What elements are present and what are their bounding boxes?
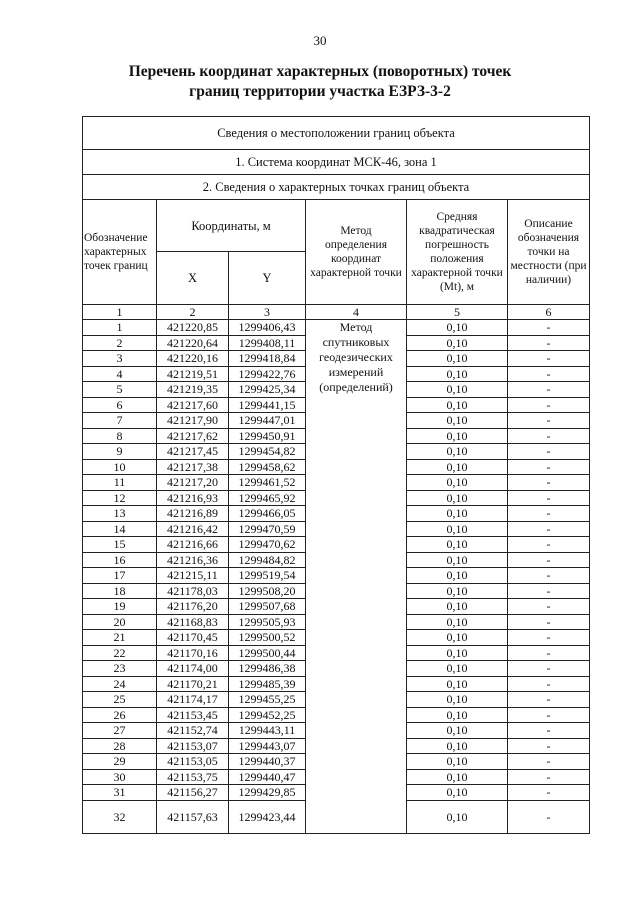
description-value: -: [508, 754, 590, 770]
description-value: -: [508, 351, 590, 367]
error-value: 0,10: [407, 552, 508, 568]
table-row: [83, 320, 590, 336]
coord-y: 1299519,54: [229, 568, 306, 584]
description-value: -: [508, 785, 590, 801]
coord-x: 421174,00: [157, 661, 229, 677]
description-value: -: [508, 738, 590, 754]
page-number: 30: [313, 33, 327, 48]
coord-x: 421178,03: [157, 583, 229, 599]
description-value: -: [508, 320, 590, 336]
header-method: Метод определения координат характерной точки: [306, 200, 407, 305]
point-number: 4: [83, 366, 157, 382]
point-number: 8: [83, 428, 157, 444]
coord-y: 1299452,25: [229, 707, 306, 723]
coordinates-table: [82, 116, 590, 834]
document-title: [0, 62, 640, 102]
coord-y: 1299425,34: [229, 382, 306, 398]
column-number: 3: [229, 305, 306, 320]
error-value: 0,10: [407, 738, 508, 754]
point-number: 15: [83, 537, 157, 553]
error-value: 0,10: [407, 335, 508, 351]
error-value: 0,10: [407, 459, 508, 475]
error-value: 0,10: [407, 676, 508, 692]
header-coordinates: Координаты, м: [157, 200, 306, 252]
coord-x: 421215,11: [157, 568, 229, 584]
error-value: 0,10: [407, 661, 508, 677]
coord-x: 421216,42: [157, 521, 229, 537]
coord-x: 421220,85: [157, 320, 229, 336]
coord-y: 1299408,11: [229, 335, 306, 351]
coord-y: 1299465,92: [229, 490, 306, 506]
description-value: -: [508, 366, 590, 382]
point-number: 19: [83, 599, 157, 615]
coord-x: 421170,45: [157, 630, 229, 646]
point-number: 7: [83, 413, 157, 429]
point-number: 11: [83, 475, 157, 491]
coord-x: 421216,89: [157, 506, 229, 522]
error-value: 0,10: [407, 475, 508, 491]
coord-x: 421216,93: [157, 490, 229, 506]
coord-x: 421219,35: [157, 382, 229, 398]
method-value: Метод спутниковых геодезических измерений (определений): [306, 320, 407, 834]
error-value: 0,10: [407, 366, 508, 382]
coord-x: 421168,83: [157, 614, 229, 630]
point-number: 16: [83, 552, 157, 568]
point-number: 13: [83, 506, 157, 522]
point-number: 20: [83, 614, 157, 630]
coordinate-system-row: 1. Система координат МСК-46, зона 1: [83, 150, 590, 175]
description-value: -: [508, 630, 590, 646]
error-value: 0,10: [407, 568, 508, 584]
coord-x: 421170,21: [157, 676, 229, 692]
description-value: -: [508, 676, 590, 692]
description-value: -: [508, 413, 590, 429]
point-number: 21: [83, 630, 157, 646]
error-value: 0,10: [407, 723, 508, 739]
coord-y: 1299443,11: [229, 723, 306, 739]
coord-y: 1299406,43: [229, 320, 306, 336]
point-number: 5: [83, 382, 157, 398]
coord-y: 1299429,85: [229, 785, 306, 801]
description-value: -: [508, 475, 590, 491]
coord-y: 1299500,44: [229, 645, 306, 661]
point-number: 9: [83, 444, 157, 460]
coord-x: 421216,66: [157, 537, 229, 553]
description-value: -: [508, 599, 590, 615]
error-value: 0,10: [407, 537, 508, 553]
coord-y: 1299484,82: [229, 552, 306, 568]
error-value: 0,10: [407, 413, 508, 429]
coord-x: 421153,07: [157, 738, 229, 754]
coord-x: 421176,20: [157, 599, 229, 615]
description-value: -: [508, 382, 590, 398]
point-number: 28: [83, 738, 157, 754]
description-value: -: [508, 444, 590, 460]
error-value: 0,10: [407, 490, 508, 506]
error-value: 0,10: [407, 382, 508, 398]
description-value: -: [508, 583, 590, 599]
description-value: -: [508, 614, 590, 630]
coord-y: 1299440,37: [229, 754, 306, 770]
point-number: 22: [83, 645, 157, 661]
point-number: 17: [83, 568, 157, 584]
description-value: -: [508, 800, 590, 833]
coord-x: 421217,62: [157, 428, 229, 444]
point-number: 32: [83, 800, 157, 833]
header-description: Описание обозначения точки на местности (при наличии): [508, 200, 590, 305]
coord-y: 1299450,91: [229, 428, 306, 444]
error-value: 0,10: [407, 707, 508, 723]
header-designation: Обозначение характерных точек границ: [83, 200, 157, 305]
column-number: 5: [407, 305, 508, 320]
coord-y: 1299466,05: [229, 506, 306, 522]
coord-y: 1299458,62: [229, 459, 306, 475]
description-value: -: [508, 692, 590, 708]
coord-y: 1299470,59: [229, 521, 306, 537]
coord-x: 421156,27: [157, 785, 229, 801]
error-value: 0,10: [407, 800, 508, 833]
point-number: 12: [83, 490, 157, 506]
coord-y: 1299440,47: [229, 769, 306, 785]
point-number: 14: [83, 521, 157, 537]
coord-x: 421153,45: [157, 707, 229, 723]
column-number: 6: [508, 305, 590, 320]
point-number: 25: [83, 692, 157, 708]
point-number: 2: [83, 335, 157, 351]
error-value: 0,10: [407, 692, 508, 708]
point-number: 31: [83, 785, 157, 801]
coord-y: 1299507,68: [229, 599, 306, 615]
characteristic-points-row: 2. Сведения о характерных точках границ объекта: [83, 175, 590, 200]
coord-x: 421220,64: [157, 335, 229, 351]
coord-x: 421216,36: [157, 552, 229, 568]
coord-y: 1299454,82: [229, 444, 306, 460]
description-value: -: [508, 335, 590, 351]
error-value: 0,10: [407, 397, 508, 413]
coord-x: 421217,20: [157, 475, 229, 491]
coord-y: 1299443,07: [229, 738, 306, 754]
coord-x: 421153,75: [157, 769, 229, 785]
point-number: 23: [83, 661, 157, 677]
description-value: -: [508, 568, 590, 584]
point-number: 18: [83, 583, 157, 599]
coord-x: 421220,16: [157, 351, 229, 367]
header-y: Y: [229, 252, 306, 305]
description-value: -: [508, 707, 590, 723]
column-number: 4: [306, 305, 407, 320]
coord-y: 1299485,39: [229, 676, 306, 692]
coord-x: 421170,16: [157, 645, 229, 661]
description-value: -: [508, 661, 590, 677]
coord-y: 1299418,84: [229, 351, 306, 367]
column-number: 1: [83, 305, 157, 320]
coord-y: 1299461,52: [229, 475, 306, 491]
coord-y: 1299441,15: [229, 397, 306, 413]
point-number: 10: [83, 459, 157, 475]
point-number: 1: [83, 320, 157, 336]
coord-y: 1299486,38: [229, 661, 306, 677]
point-number: 24: [83, 676, 157, 692]
point-number: 26: [83, 707, 157, 723]
coord-x: 421152,74: [157, 723, 229, 739]
header-error: Средняя квадратическая погрешность положения характерной точки (Mt), м: [407, 200, 508, 305]
error-value: 0,10: [407, 444, 508, 460]
error-value: 0,10: [407, 351, 508, 367]
error-value: 0,10: [407, 769, 508, 785]
coord-x: 421217,45: [157, 444, 229, 460]
coord-y: 1299447,01: [229, 413, 306, 429]
description-value: -: [508, 428, 590, 444]
point-number: 3: [83, 351, 157, 367]
error-value: 0,10: [407, 506, 508, 522]
error-value: 0,10: [407, 614, 508, 630]
section-header: Сведения о местоположении границ объекта: [83, 117, 590, 150]
coord-y: 1299505,93: [229, 614, 306, 630]
description-value: -: [508, 506, 590, 522]
error-value: 0,10: [407, 754, 508, 770]
description-value: -: [508, 769, 590, 785]
description-value: -: [508, 645, 590, 661]
description-value: -: [508, 552, 590, 568]
coord-x: 421174,17: [157, 692, 229, 708]
error-value: 0,10: [407, 630, 508, 646]
error-value: 0,10: [407, 428, 508, 444]
coord-x: 421217,90: [157, 413, 229, 429]
error-value: 0,10: [407, 785, 508, 801]
coord-y: 1299422,76: [229, 366, 306, 382]
point-number: 6: [83, 397, 157, 413]
coord-x: 421217,38: [157, 459, 229, 475]
title-line-1: Перечень координат характерных (поворотных) точек: [128, 63, 512, 80]
error-value: 0,10: [407, 521, 508, 537]
point-number: 27: [83, 723, 157, 739]
error-value: 0,10: [407, 645, 508, 661]
header-x: X: [157, 252, 229, 305]
coord-y: 1299455,25: [229, 692, 306, 708]
point-number: 30: [83, 769, 157, 785]
description-value: -: [508, 459, 590, 475]
column-number: 2: [157, 305, 229, 320]
coord-x: 421157,63: [157, 800, 229, 833]
coord-x: 421219,51: [157, 366, 229, 382]
title-line-2: границ территории участка ЕЗРЗ-3-2: [189, 83, 451, 100]
coord-y: 1299423,44: [229, 800, 306, 833]
description-value: -: [508, 537, 590, 553]
error-value: 0,10: [407, 599, 508, 615]
description-value: -: [508, 521, 590, 537]
coord-y: 1299508,20: [229, 583, 306, 599]
description-value: -: [508, 490, 590, 506]
coord-x: 421153,05: [157, 754, 229, 770]
coord-y: 1299470,62: [229, 537, 306, 553]
coord-x: 421217,60: [157, 397, 229, 413]
coord-y: 1299500,52: [229, 630, 306, 646]
error-value: 0,10: [407, 320, 508, 336]
error-value: 0,10: [407, 583, 508, 599]
description-value: -: [508, 397, 590, 413]
description-value: -: [508, 723, 590, 739]
point-number: 29: [83, 754, 157, 770]
